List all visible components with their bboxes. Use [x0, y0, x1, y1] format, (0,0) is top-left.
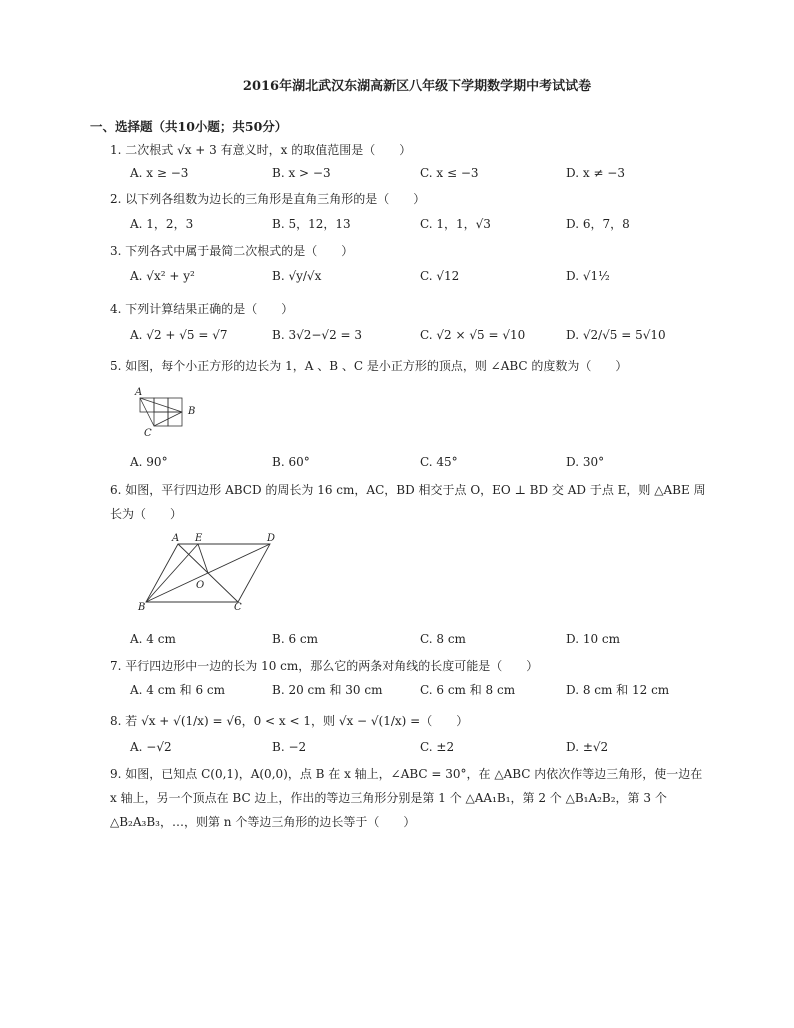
- question-5-option-a[interactable]: A. 90°: [130, 455, 168, 469]
- question-3-option-a[interactable]: A. √x² + y²: [130, 269, 195, 283]
- question-2-option-a[interactable]: A. 1，2，3: [130, 217, 194, 231]
- question-4-option-a[interactable]: A. √2 + √5 = √7: [130, 328, 228, 342]
- figure-label-a: A: [172, 533, 180, 544]
- question-5-option-b[interactable]: B. 60°: [272, 455, 310, 469]
- figure-label-d: D: [267, 533, 276, 544]
- question-3-option-b[interactable]: B. √y/√x: [272, 269, 322, 283]
- question-7-stem: 7. 平行四边形中一边的长为 10 cm，那么它的两条对角线的长度可能是（ ）: [110, 659, 539, 673]
- question-3-option-d[interactable]: D. √1½: [566, 269, 610, 283]
- question-7-option-c[interactable]: C. 6 cm 和 8 cm: [420, 683, 516, 697]
- question-8-option-d[interactable]: D. ±√2: [566, 740, 609, 754]
- figure-label-c: C: [144, 428, 152, 439]
- question-4-stem: 4. 下列计算结果正确的是（ ）: [110, 302, 294, 316]
- question-9-stem: 9. 如图，已知点 C(0,1)，A(0,0)，点 B 在 x 轴上，∠ABC = 30°，在 △ABC 内依次作等边三角形，使一边在 x 轴上，另一个顶点在 BC 边上，作出的等边三角形分别是第 1 个 △AA₁B₁，第 2 个 △B₁A₂B₂，第 3 个 △B₂A₃B₃，…，则第 n 个等边三角形的边长等于（ ）: [110, 767, 703, 829]
- question-2-option-c[interactable]: C. 1，1，√3: [420, 217, 491, 231]
- question-8-option-b[interactable]: B. −2: [272, 740, 307, 754]
- question-8-stem: 8. 若 √x + √(1/x) = √6，0 < x < 1，则 √x − √(1/x) =（ ）: [110, 714, 469, 728]
- question-1-option-a[interactable]: A. x ≥ −3: [130, 166, 189, 180]
- question-1-option-c[interactable]: C. x ≤ −3: [420, 166, 479, 180]
- question-2-option-d[interactable]: D. 6，7，8: [566, 217, 630, 231]
- question-6-stem: 6. 如图，平行四边形 ABCD 的周长为 16 cm，AC，BD 相交于点 O，EO ⊥ BD 交 AD 于点 E，则 △ABE 周长为（ ）: [110, 483, 706, 521]
- figure-label-o: O: [196, 580, 205, 591]
- figure-label-c: C: [234, 602, 242, 613]
- page-title: 2016年湖北武汉东湖高新区八年级下学期数学期中考试试卷: [242, 79, 592, 94]
- figure-label-b: B: [188, 406, 196, 417]
- question-6-option-c[interactable]: C. 8 cm: [420, 632, 466, 646]
- parallelogram-figure: [134, 532, 284, 616]
- question-8-option-c[interactable]: C. ±2: [420, 740, 455, 754]
- figure-label-a: A: [135, 387, 143, 398]
- question-6-option-b[interactable]: B. 6 cm: [272, 632, 318, 646]
- question-1-option-b[interactable]: B. x > −3: [272, 166, 331, 180]
- question-7-option-b[interactable]: B. 20 cm 和 30 cm: [272, 683, 383, 697]
- grid-angle-figure: [128, 384, 208, 440]
- figure-label-e: E: [195, 533, 203, 544]
- figure-label-b: B: [138, 602, 146, 613]
- question-5-stem: 5. 如图，每个小正方形的边长为 1，A 、B 、C 是小正方形的顶点，则 ∠ABC 的度数为（ ）: [110, 359, 628, 373]
- question-7-option-d[interactable]: D. 8 cm 和 12 cm: [566, 683, 670, 697]
- question-4-option-b[interactable]: B. 3√2−√2 = 3: [272, 328, 363, 342]
- question-3-option-c[interactable]: C. √12: [420, 269, 460, 283]
- question-1-stem: 1. 二次根式 √x + 3 有意义时，x 的取值范围是（ ）: [110, 143, 412, 157]
- question-6-option-a[interactable]: A. 4 cm: [130, 632, 176, 646]
- question-5-option-d[interactable]: D. 30°: [566, 455, 605, 469]
- question-2-option-b[interactable]: B. 5，12，13: [272, 217, 351, 231]
- section-heading: 一、选择题（共10小题；共50分）: [90, 119, 288, 134]
- question-1-option-d[interactable]: D. x ≠ −3: [566, 166, 625, 180]
- question-8-option-a[interactable]: A. −√2: [130, 740, 172, 754]
- question-4-option-d[interactable]: D. √2/√5 = 5√10: [566, 328, 666, 342]
- question-2-stem: 2. 以下列各组数为边长的三角形是直角三角形的是（ ）: [110, 192, 426, 206]
- question-5-option-c[interactable]: C. 45°: [420, 455, 458, 469]
- question-4-option-c[interactable]: C. √2 × √5 = √10: [420, 328, 526, 342]
- question-6-option-d[interactable]: D. 10 cm: [566, 632, 621, 646]
- question-7-option-a[interactable]: A. 4 cm 和 6 cm: [130, 683, 226, 697]
- question-3-stem: 3. 下列各式中属于最简二次根式的是（ ）: [110, 244, 354, 258]
